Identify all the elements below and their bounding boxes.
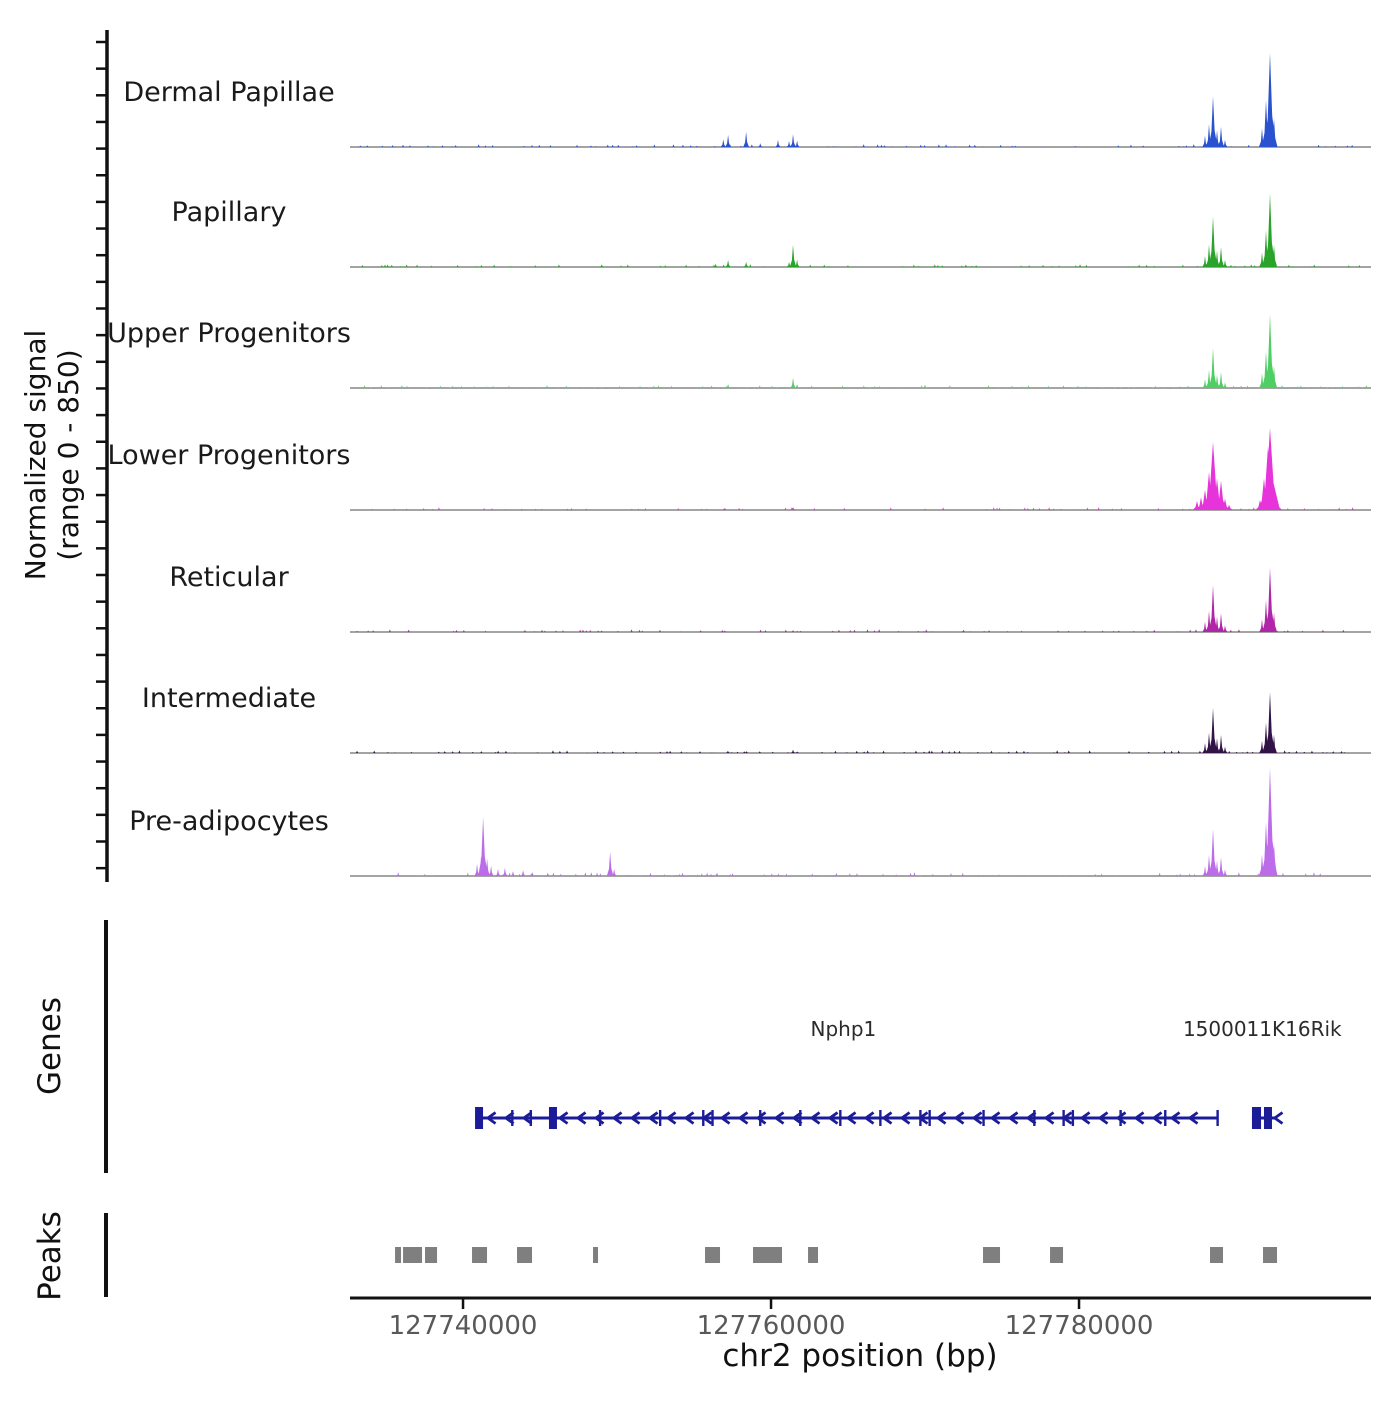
peak-region-box	[1210, 1247, 1223, 1263]
peaks-section-label: Peaks	[32, 1211, 68, 1301]
signal-tracks	[107, 53, 1371, 876]
gene-model	[1183, 1017, 1342, 1129]
track-label: Papillary	[171, 197, 287, 228]
peak-region-box	[1263, 1247, 1277, 1263]
track-label: Pre-adipocytes	[129, 806, 329, 837]
signal-peaks	[721, 428, 1282, 510]
signal-track	[107, 314, 1371, 388]
gene-model	[475, 1017, 1218, 1129]
signal-track	[123, 53, 1371, 147]
x-axis	[350, 1298, 1371, 1374]
strand-direction-arrow	[1275, 1113, 1283, 1124]
peak-region-box	[1050, 1247, 1063, 1263]
peak-region-box	[593, 1247, 598, 1263]
peak-region-box	[472, 1247, 487, 1263]
genes-section-label: Genes	[32, 997, 68, 1095]
peak-region-box	[983, 1247, 1000, 1263]
signal-track	[129, 768, 1371, 876]
y-axis	[19, 30, 107, 882]
exon-box	[475, 1107, 483, 1129]
peak-region-box	[425, 1247, 437, 1263]
signal-track	[169, 562, 1371, 632]
peaks-section	[32, 1211, 1277, 1301]
track-label: Lower Progenitors	[107, 440, 351, 471]
y-axis-title-line1: Normalized signal	[19, 329, 52, 581]
peak-region-box	[395, 1247, 401, 1263]
signal-peaks	[721, 53, 1278, 147]
signal-peaks	[726, 692, 1277, 753]
x-axis-tick-label: 127740000	[388, 1311, 538, 1341]
genes-section	[32, 920, 1342, 1173]
x-axis-tick-label: 127760000	[696, 1311, 846, 1341]
gene-label: Nphp1	[810, 1017, 877, 1041]
x-axis-tick-label: 127780000	[1004, 1311, 1154, 1341]
signal-peaks	[474, 768, 1277, 876]
x-axis-ticks	[389, 1298, 1154, 1341]
signal-track	[108, 428, 1371, 510]
gene-label: 1500011K16Rik	[1182, 1017, 1342, 1041]
x-axis-title: chr2 position (bp)	[722, 1338, 998, 1374]
signal-peaks	[726, 314, 1277, 388]
y-axis-title-line2: (range 0 - 850)	[52, 349, 85, 561]
peak-region-box	[753, 1247, 782, 1263]
track-label: Reticular	[169, 562, 289, 593]
signal-track	[142, 683, 1371, 753]
track-label: Dermal Papillae	[123, 77, 335, 108]
exon-box	[1264, 1107, 1272, 1129]
signal-track	[172, 193, 1371, 267]
gene-models	[475, 1017, 1342, 1129]
track-label: Upper Progenitors	[107, 318, 351, 349]
peak-region-box	[517, 1247, 532, 1263]
peak-region-box	[705, 1247, 720, 1263]
peak-region-box	[808, 1247, 818, 1263]
signal-peaks	[599, 568, 1277, 632]
peak-region-box	[403, 1247, 422, 1263]
exon-box	[549, 1107, 557, 1129]
signal-peaks	[599, 193, 1277, 267]
exon-box	[1252, 1107, 1261, 1129]
peak-region-boxes	[395, 1247, 1277, 1263]
track-label: Intermediate	[141, 683, 317, 714]
